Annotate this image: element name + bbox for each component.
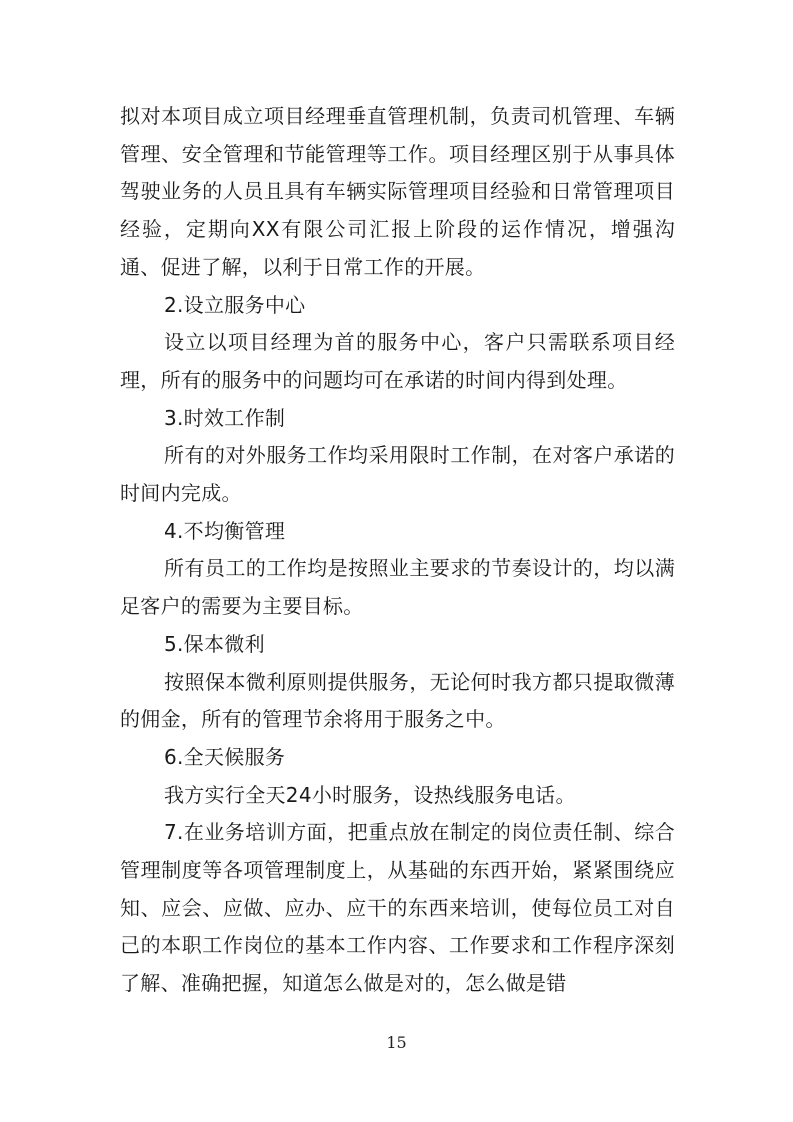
section-heading: 3.时效工作制: [164, 405, 286, 430]
body-paragraph: 所有员工的工作均是按照业主要求的节奏设计的，均以满足客户的需要为主要目标。: [120, 556, 675, 619]
section-heading: 5.保本微利: [164, 631, 265, 656]
section-heading: 2.设立服务中心: [164, 292, 306, 317]
body-paragraph: 设立以项目经理为首的服务中心，客户只需联系项目经理，所有的服务中的问题均可在承诺的时间内得到处理。: [120, 330, 675, 392]
body-paragraph: 7.在业务培训方面，把重点放在制定的岗位责任制、综合管理制度等各项管理制度上，从基础的东西开始，紧紧围绕应知、应会、应做、应办、应干的东西来培训，使每位员工对自己的本职工作岗位的基本工作内容、工作要求和工作程序深刻了解、准确把握，知道怎么做是对的，怎么做是错: [120, 820, 675, 996]
document-body: [120, 98, 675, 1003]
body-paragraph: 按照保本微利原则提供服务，无论何时我方都只提取微薄的佣金，所有的管理节余将用于服务之中。: [120, 669, 675, 732]
section-heading: 4.不均衡管理: [164, 518, 286, 543]
body-paragraph: 我方实行全天24小时服务，设热线服务电话。: [164, 782, 576, 807]
page-number: 15: [386, 1033, 407, 1052]
body-paragraph: 所有的对外服务工作均采用限时工作制，在对客户承诺的时间内完成。: [120, 443, 675, 506]
body-paragraph: 拟对本项目成立项目经理垂直管理机制，负责司机管理、车辆管理、安全管理和节能管理等工作。项目经理区别于从事具体驾驶业务的人员且具有车辆实际管理项目经验和日常管理项目经验，定期向XX有限公司汇报上阶段的运作情况，增强沟通、促进了解，以利于日常工作的开展。: [120, 104, 675, 279]
section-heading: 6.全天候服务: [164, 744, 286, 769]
